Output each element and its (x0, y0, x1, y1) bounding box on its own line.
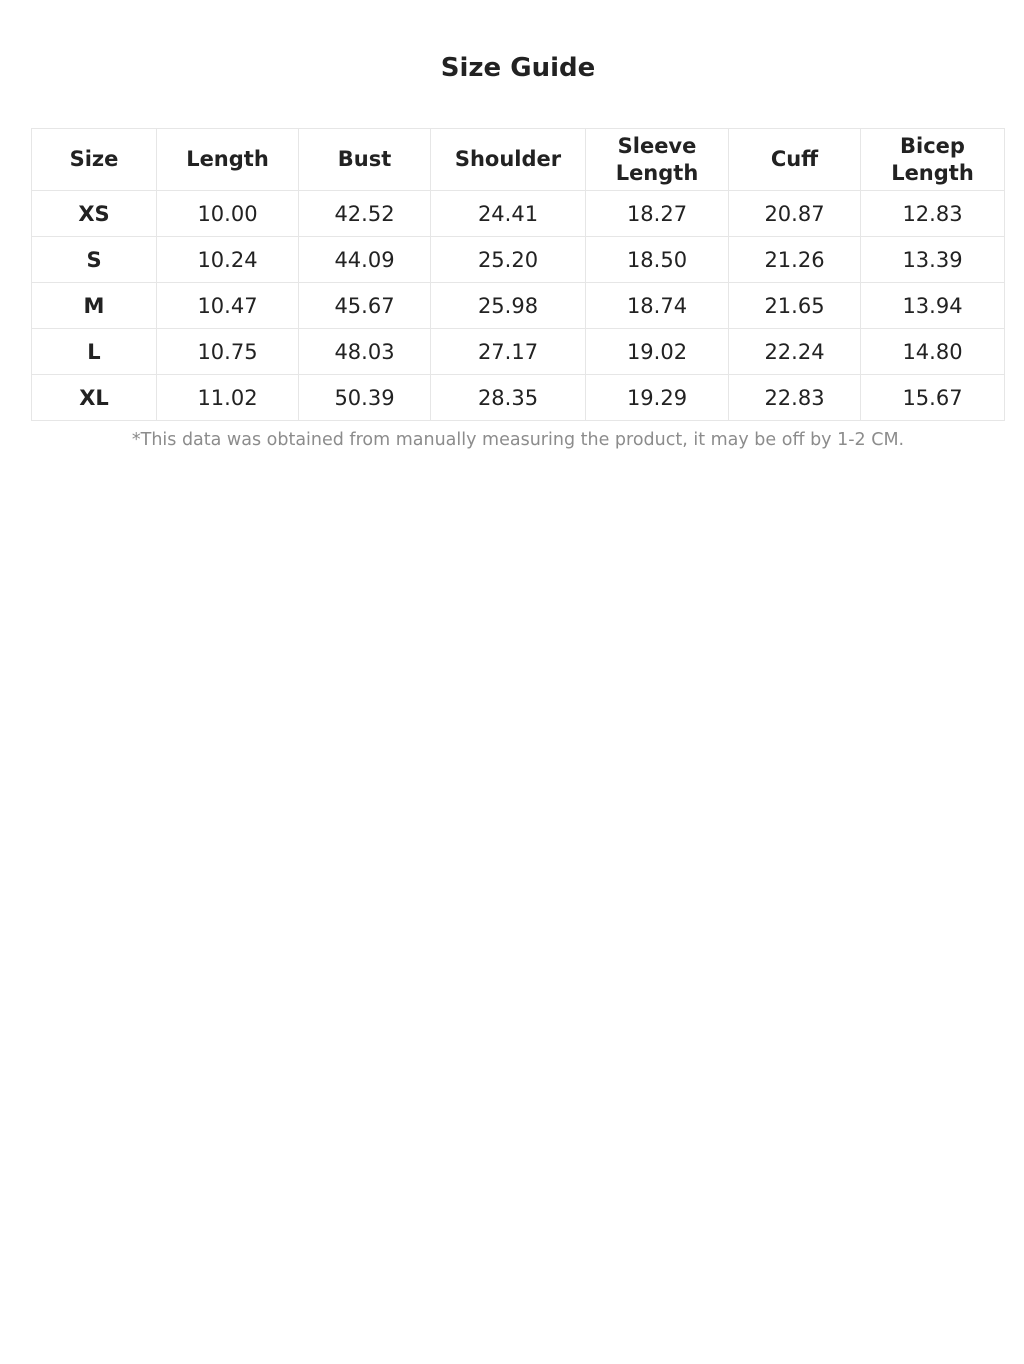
header-sleeve-length: Sleeve Length (586, 129, 729, 191)
shoulder-value: 25.20 (431, 237, 586, 283)
table-row (32, 329, 1005, 375)
header-bust: Bust (299, 129, 431, 191)
size-label: XL (32, 375, 157, 421)
length-value: 10.24 (157, 237, 299, 283)
sleeve-length-value: 19.29 (586, 375, 729, 421)
header-shoulder: Shoulder (431, 129, 586, 191)
shoulder-value: 25.98 (431, 283, 586, 329)
shoulder-value: 27.17 (431, 329, 586, 375)
bicep-length-value: 12.83 (861, 191, 1005, 237)
table-row (32, 375, 1005, 421)
size-guide-table (31, 128, 1005, 421)
size-label: S (32, 237, 157, 283)
bicep-length-value: 15.67 (861, 375, 1005, 421)
sleeve-length-value: 18.74 (586, 283, 729, 329)
page-title: Size Guide (440, 53, 596, 83)
sleeve-length-value: 19.02 (586, 329, 729, 375)
bicep-length-value: 13.94 (861, 283, 1005, 329)
table-row (32, 191, 1005, 237)
shoulder-value: 24.41 (431, 191, 586, 237)
size-label: XS (32, 191, 157, 237)
bust-value: 44.09 (299, 237, 431, 283)
shoulder-value: 28.35 (431, 375, 586, 421)
header-cuff: Cuff (729, 129, 861, 191)
sleeve-length-value: 18.50 (586, 237, 729, 283)
table-row (32, 283, 1005, 329)
bicep-length-value: 14.80 (861, 329, 1005, 375)
header-length: Length (157, 129, 299, 191)
bicep-length-value: 13.39 (861, 237, 1005, 283)
bust-value: 50.39 (299, 375, 431, 421)
cuff-value: 21.65 (729, 283, 861, 329)
length-value: 11.02 (157, 375, 299, 421)
header-bicep-length: Bicep Length (861, 129, 1005, 191)
bust-value: 42.52 (299, 191, 431, 237)
length-value: 10.75 (157, 329, 299, 375)
cuff-value: 20.87 (729, 191, 861, 237)
header-size: Size (32, 129, 157, 191)
cuff-value: 22.24 (729, 329, 861, 375)
bust-value: 48.03 (299, 329, 431, 375)
cuff-value: 21.26 (729, 237, 861, 283)
length-value: 10.47 (157, 283, 299, 329)
measurement-disclaimer: *This data was obtained from manually measuring the product, it may be off by 1-2 CM. (131, 430, 905, 450)
sleeve-length-value: 18.27 (586, 191, 729, 237)
cuff-value: 22.83 (729, 375, 861, 421)
length-value: 10.00 (157, 191, 299, 237)
size-label: M (32, 283, 157, 329)
table-header-row (32, 129, 1005, 191)
table-row (32, 237, 1005, 283)
bust-value: 45.67 (299, 283, 431, 329)
size-label: L (32, 329, 157, 375)
